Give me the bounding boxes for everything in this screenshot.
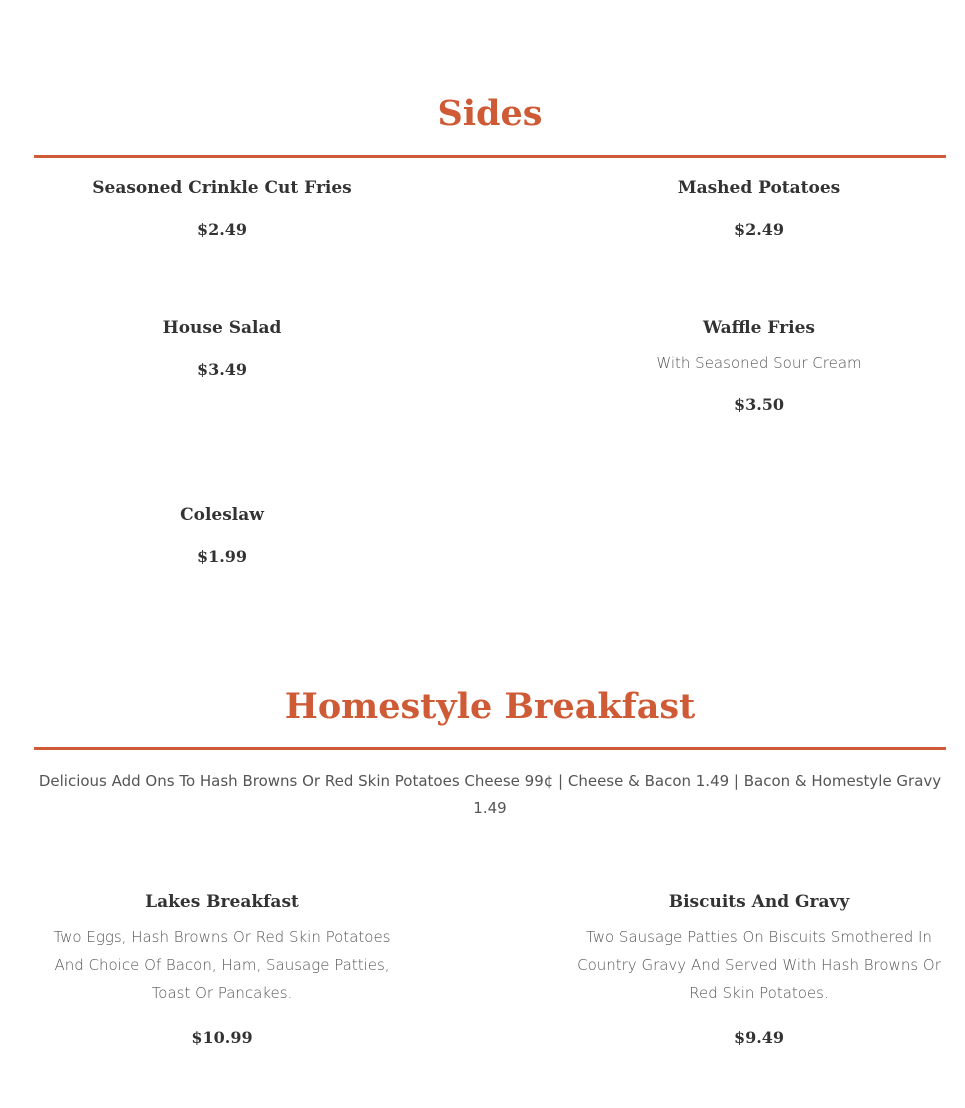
- item-price: $3.49: [196, 360, 248, 379]
- menu-item-biscuits-and-gravy[interactable]: [574, 891, 944, 1049]
- sides-divider: [34, 155, 946, 158]
- item-price: $9.49: [733, 1028, 785, 1047]
- item-description: Two Eggs, Hash Browns Or Red Skin Potatoes And Choice Of Bacon, Ham, Sausage Patties, Toast Or Pancakes.: [53, 928, 391, 1002]
- breakfast-title: Homestyle Breakfast: [284, 686, 696, 727]
- menu-item-mashed-potatoes[interactable]: [574, 177, 944, 241]
- item-description: Two Sausage Patties On Biscuits Smothered In Country Gravy And Served With Hash Browns Or Red Skin Potatoes.: [577, 928, 941, 1002]
- item-name: Biscuits And Gravy: [668, 892, 850, 912]
- sides-title: Sides: [437, 93, 543, 134]
- item-price: $1.99: [196, 547, 248, 566]
- menu-item-coleslaw[interactable]: [37, 504, 407, 568]
- item-name: Waffle Fries: [703, 318, 815, 338]
- item-name: Coleslaw: [180, 505, 264, 525]
- item-price: $2.49: [733, 220, 785, 239]
- item-name: Mashed Potatoes: [677, 178, 841, 198]
- menu-item-house-salad[interactable]: [37, 317, 407, 381]
- item-price: $10.99: [191, 1028, 253, 1047]
- item-description: With Seasoned Sour Cream: [656, 354, 862, 372]
- breakfast-divider: [34, 747, 946, 750]
- item-name: House Salad: [162, 318, 282, 338]
- item-price: $3.50: [733, 395, 785, 414]
- item-name: Lakes Breakfast: [145, 892, 299, 912]
- item-price: $2.49: [196, 220, 248, 239]
- menu-item-lakes-breakfast[interactable]: [37, 891, 407, 1049]
- item-name: Seasoned Crinkle Cut Fries: [92, 178, 352, 198]
- menu-item-waffle-fries[interactable]: [574, 317, 944, 416]
- add-ons-note: Delicious Add Ons To Hash Browns Or Red Skin Potatoes Cheese 99¢ | Cheese & Bacon 1.49 | Bacon & Homestyle Gravy 1.49: [38, 772, 942, 817]
- menu-item-seasoned-crinkle-cut-fries[interactable]: [37, 177, 407, 241]
